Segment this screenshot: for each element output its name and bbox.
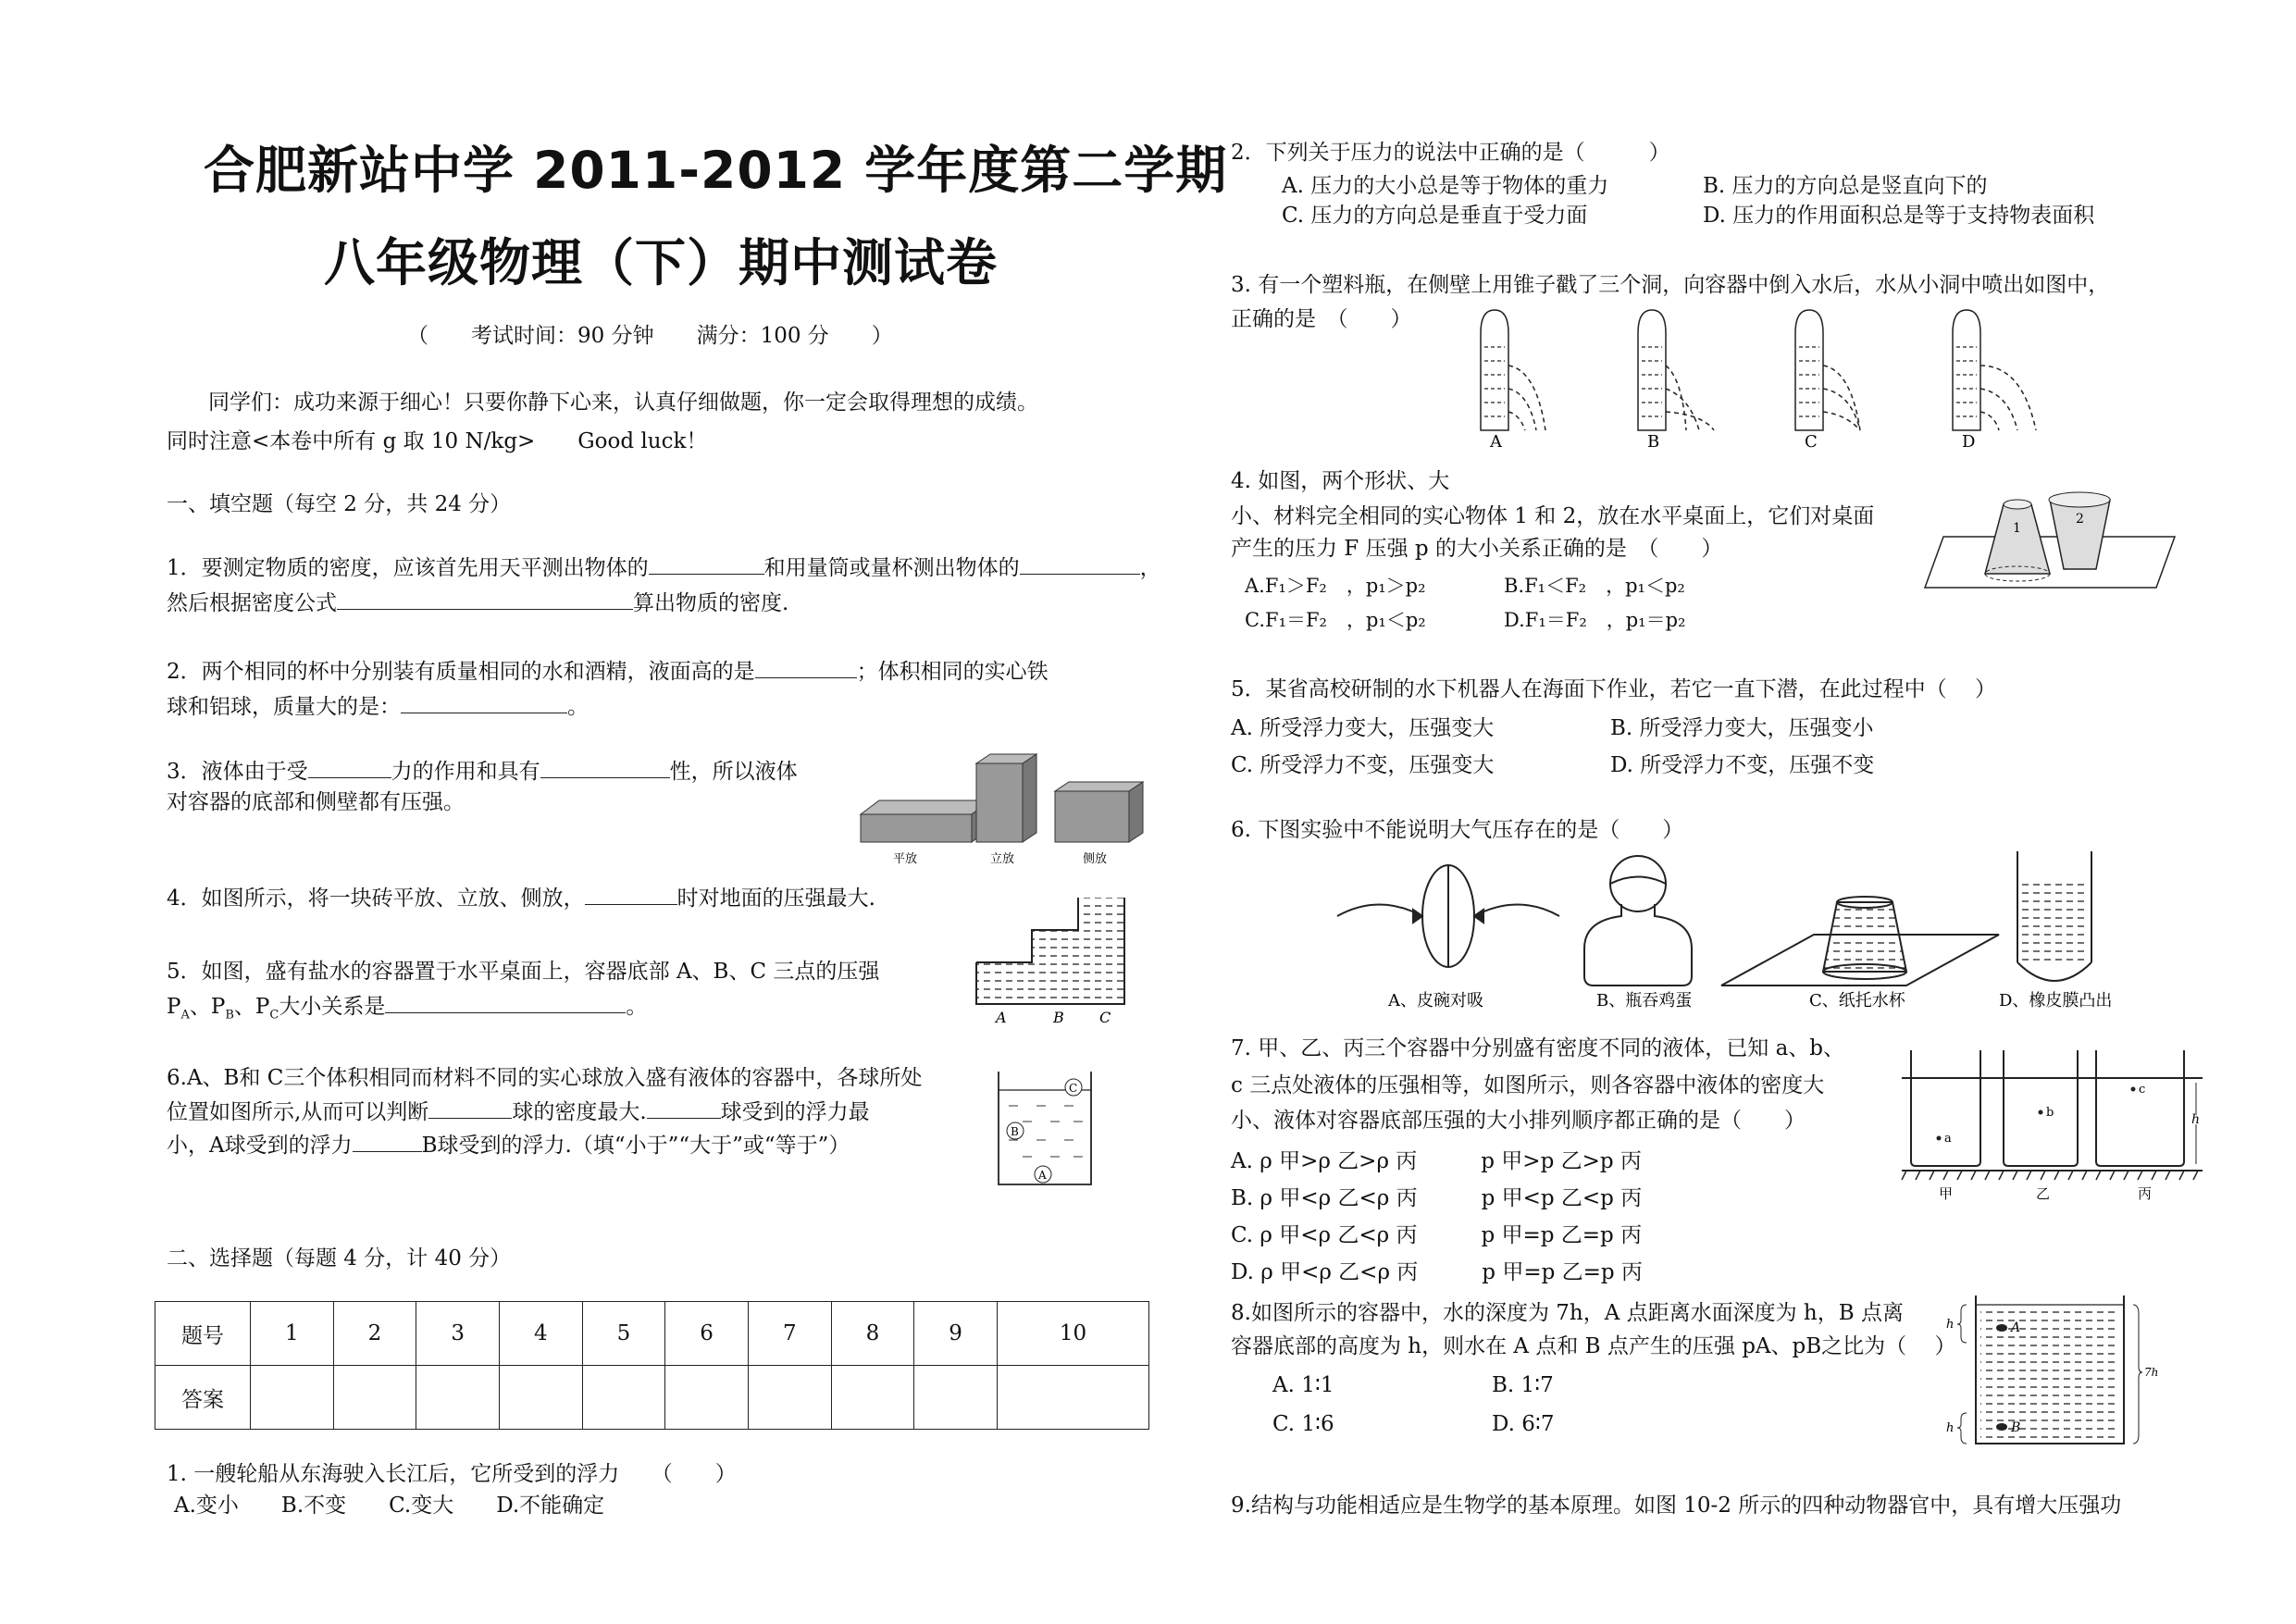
brick-flat: [861, 800, 990, 842]
brick-orientations-figure: [851, 750, 1185, 870]
point-label: A: [996, 1009, 1007, 1026]
mc-question-7-line1: 7. 甲、乙、丙三个容器中分别盛有密度不同的液体，已知 a、b、: [1231, 1036, 1845, 1060]
mc-question-9: 9.结构与功能相适应是生物学的基本原理。如图 10-2 所示的四种动物器官中，具有增大压强功: [1231, 1494, 2122, 1518]
mc-question-3-line2: 正确的是 （ ）: [1231, 307, 1412, 331]
answer-cell[interactable]: [748, 1366, 831, 1430]
answer-cell[interactable]: [582, 1366, 665, 1430]
three-containers-figure: [1902, 1046, 2207, 1208]
question-number-cell: 3: [416, 1302, 500, 1366]
water-depth-figure: [1930, 1291, 2170, 1453]
option-d: D. 6∶7: [1492, 1412, 1555, 1436]
option-b: B. 压力的方向总是竖直向下的: [1703, 174, 1988, 198]
question-2-line2: 球和铝球，质量大的是： 。: [167, 692, 589, 721]
question-number-cell: 10: [997, 1302, 1148, 1366]
exam-info: （ 考试时间：90 分钟 满分：100 分 ）: [407, 324, 893, 348]
question-6-line3: 小，A球受到的浮力 B球受到的浮力.（填“小于”“大于”或“等于”）: [167, 1131, 850, 1159]
experiment-label: A、皮碗对吸: [1388, 991, 1483, 1010]
question-number-cell: 5: [582, 1302, 665, 1366]
container-label: 甲: [1939, 1185, 1954, 1202]
question-number-cell: 7: [748, 1302, 831, 1366]
brick-side: [1055, 782, 1143, 842]
question-number-cell: 4: [499, 1302, 582, 1366]
brick-label: 平放: [893, 852, 918, 866]
section2-heading: 二、选择题（每题 4 分，计 40 分）: [167, 1246, 512, 1271]
bottle-label: A: [1490, 432, 1502, 452]
answer-cell[interactable]: [499, 1366, 582, 1430]
option-c: C. 所受浮力不变，压强变大: [1231, 753, 1495, 777]
question-3-line2: 对容器的底部和侧壁都有压强。: [167, 790, 465, 814]
answer-blank[interactable]: [647, 1097, 721, 1119]
answer-cell[interactable]: [251, 1366, 334, 1430]
question-5-line2: $P_A$、$P_B$、$P_C$大小关系是 。: [167, 992, 647, 1030]
option-c: C. 压力的方向总是垂直于受力面: [1282, 204, 1588, 228]
table-header-cell: 题号: [155, 1302, 251, 1366]
option-d: D.F₁＝F₂ ，p₁＝p₂: [1504, 609, 1686, 631]
container-label: 乙: [2036, 1185, 2051, 1202]
answer-blank[interactable]: [353, 1131, 422, 1152]
table-row: [155, 1366, 1149, 1430]
mc-question-4-line2: 小、材料完全相同的实心物体 1 和 2，放在水平桌面上，它们对桌面: [1231, 504, 1875, 528]
container-label: 丙: [2138, 1185, 2153, 1202]
depth-label: 7h: [2144, 1366, 2159, 1379]
intro-line1: 同学们：成功来源于细心！只要你静下心来，认真仔细做题，你一定会取得理想的成绩。: [208, 391, 1038, 415]
frustum-2: [2049, 492, 2110, 569]
mc-question-5: 5．某省高校研制的水下机器人在海面下作业，若它一直下潜，在此过程中（ ）: [1231, 677, 1996, 701]
experiment-label: B、瓶吞鸡蛋: [1596, 991, 1693, 1010]
option-b: B.F₁＜F₂ ，p₁＜p₂: [1504, 575, 1685, 597]
option-a: A. 压力的大小总是等于物体的重力: [1282, 174, 1609, 198]
question-4: 4．如图所示，将一块砖平放、立放、侧放， 时对地面的压强最大.: [167, 884, 875, 912]
option-b: B. 所受浮力变大，压强变小: [1610, 716, 1874, 740]
option-a: A.F₁＞F₂ ，p₁＞p₂: [1245, 575, 1426, 597]
brick-label: 立放: [990, 852, 1015, 866]
depth-label: h: [1946, 1318, 1955, 1332]
mc-question-4-line1: 4. 如图，两个形状、大: [1231, 469, 1450, 493]
answer-blank[interactable]: [401, 692, 567, 713]
page-title-line2: 八年级物理（下）期中测试卷: [324, 233, 999, 292]
answer-blank[interactable]: [755, 657, 857, 678]
question-5-line1: 5．如图，盛有盐水的容器置于水平桌面上，容器底部 A、B、C 三点的压强: [167, 960, 880, 984]
mc-question-7-line2: c 三点处液体的压强相等，如图所示，则各容器中液体的密度大: [1231, 1073, 1825, 1097]
stepped-container-figure: [972, 893, 1129, 1027]
question-number-cell: 8: [831, 1302, 914, 1366]
table-row: [155, 1302, 1149, 1366]
point-label: c: [2139, 1083, 2146, 1097]
page-title-line1: 合肥新站中学 2011-2012 学年度第二学期: [204, 141, 1228, 200]
bottles-figure: [1471, 305, 2064, 453]
brick-label: 侧放: [1083, 852, 1108, 866]
question-number-cell: 2: [333, 1302, 416, 1366]
answer-blank[interactable]: [540, 757, 670, 778]
option-a: A. 1∶1: [1272, 1373, 1334, 1397]
answer-blank[interactable]: [1020, 553, 1140, 575]
air-pressure-experiments-figure: [1333, 847, 2113, 1010]
experiment-label: C、纸托水杯: [1809, 991, 1905, 1010]
frustums-on-table-figure: [1920, 486, 2179, 597]
answer-blank[interactable]: [428, 1097, 512, 1119]
point-label: B: [2011, 1420, 2021, 1435]
height-label: h: [1946, 1421, 1955, 1435]
question-number-cell: 6: [665, 1302, 749, 1366]
experiment-label: D、橡皮膜凸出: [1999, 991, 2113, 1010]
balls-in-liquid-figure: [995, 1064, 1097, 1189]
intro-line2: 同时注意<本卷中所有 g 取 10 N/kg> Good luck！: [167, 429, 708, 453]
question-6-line1: 6.A、B和 C三个体积相同而材料不同的实心球放入盛有液体的容器中，各球所处: [167, 1066, 923, 1090]
answer-blank[interactable]: [337, 589, 633, 610]
bottle-egg-diagram: [1584, 856, 1692, 986]
point-label: C: [1099, 1009, 1111, 1026]
option-d: D. 压力的作用面积总是等于支持物表面积: [1703, 204, 2095, 228]
mc-question-6: 6. 下图实验中不能说明大气压存在的是（ ）: [1231, 818, 1684, 842]
answer-cell[interactable]: [333, 1366, 416, 1430]
question-1-line1: 1．要测定物质的密度，应该首先用天平测出物体的 和用量筒或量杯测出物体的 ，: [167, 553, 1161, 582]
point-label: B: [1053, 1009, 1064, 1026]
question-number-cell: 1: [251, 1302, 334, 1366]
brick-upright: [976, 754, 1036, 842]
bottle-label: B: [1647, 432, 1660, 452]
option-c: C. 1∶6: [1272, 1412, 1334, 1436]
mc-question-2: 2．下列关于压力的说法中正确的是（ ）: [1231, 141, 1670, 165]
mc-question-4-line3: 产生的压力 F 压强 p 的大小关系正确的是 （ ）: [1231, 537, 1723, 561]
option-b: B. 1∶7: [1492, 1373, 1554, 1397]
bottle-label: C: [1805, 432, 1818, 452]
answer-cell[interactable]: [914, 1366, 998, 1430]
answer-blank[interactable]: [385, 992, 626, 1013]
ball-label: A: [1038, 1169, 1047, 1182]
frustum-1: [1985, 500, 2050, 581]
section1-heading: 一、填空题（每空 2 分，共 24 分）: [167, 492, 512, 516]
answer-cell[interactable]: [997, 1366, 1148, 1430]
answer-blank[interactable]: [308, 757, 391, 778]
option-c: C.F₁＝F₂ ，p₁＜p₂: [1245, 609, 1426, 631]
mc-question-1-options: A.变小 B.不变 C.变大 D.不能确定: [174, 1494, 605, 1518]
answer-blank[interactable]: [585, 884, 677, 905]
answer-cell[interactable]: [416, 1366, 500, 1430]
object-label: 2: [2076, 512, 2084, 527]
point-label: b: [2046, 1106, 2054, 1120]
option-c: C. ρ 甲<ρ 乙<ρ 丙 p 甲=p 乙=p 丙: [1231, 1223, 1643, 1247]
object-label: 1: [2013, 521, 2021, 536]
question-2-line1: 2．两个相同的杯中分别装有质量相同的水和酒精，液面高的是 ；体积相同的实心铁: [167, 657, 1049, 686]
question-3-line1: 3．液体由于受 力的作用和具有 性，所以液体: [167, 757, 798, 786]
option-d: D. 所受浮力不变，压强不变: [1610, 753, 1875, 777]
option-a: A. 所受浮力变大，压强变大: [1231, 716, 1495, 740]
question-6-line2: 位置如图所示,从而可以判断 球的密度最大. 球受到的浮力最: [167, 1097, 870, 1126]
suction-cups-diagram: [1337, 865, 1559, 967]
point-label: A: [2011, 1320, 2021, 1335]
question-1-line2: 然后根据密度公式 算出物质的密度.: [167, 589, 788, 617]
option-d: D. ρ 甲<ρ 乙<ρ 丙 p 甲=p 乙=p 丙: [1231, 1260, 1643, 1284]
rubber-membrane-diagram: [2017, 851, 2091, 981]
option-a: A. ρ 甲>ρ 乙>ρ 丙 p 甲>p 乙>p 丙: [1231, 1149, 1642, 1173]
ball-label: C: [1069, 1082, 1078, 1095]
option-b: B. ρ 甲<ρ 乙<ρ 丙 p 甲<p 乙<p 丙: [1231, 1186, 1643, 1210]
answer-table: [155, 1301, 1149, 1430]
mc-question-3-line1: 3. 有一个塑料瓶，在侧壁上用锥子戳了三个洞，向容器中倒入水后，水从小洞中喷出如图中，: [1231, 273, 2110, 297]
question-number-cell: 9: [914, 1302, 998, 1366]
answer-cell[interactable]: [665, 1366, 749, 1430]
bottle-label: D: [1962, 432, 1976, 452]
mc-question-8-line1: 8.如图所示的容器中，水的深度为 7h，A 点距离水面深度为 h，B 点离: [1231, 1301, 1904, 1325]
answer-cell[interactable]: [831, 1366, 914, 1430]
height-label: h: [2191, 1112, 2201, 1127]
table-answer-label: 答案: [155, 1366, 251, 1430]
mc-question-1: 1. 一艘轮船从东海驶入长江后，它所受到的浮力 （ ）: [167, 1462, 737, 1486]
ball-label: B: [1011, 1125, 1019, 1138]
point-label: a: [1944, 1132, 1952, 1146]
mc-question-7-line3: 小、液体对容器底部压强的大小排列顺序都正确的是（ ）: [1231, 1109, 1806, 1133]
answer-blank[interactable]: [649, 553, 764, 575]
mc-question-8-line2: 容器底部的高度为 h，则水在 A 点和 B 点产生的压强 pA、pB之比为（ ）: [1231, 1334, 1956, 1358]
paper-cup-diagram: [1721, 897, 1999, 986]
